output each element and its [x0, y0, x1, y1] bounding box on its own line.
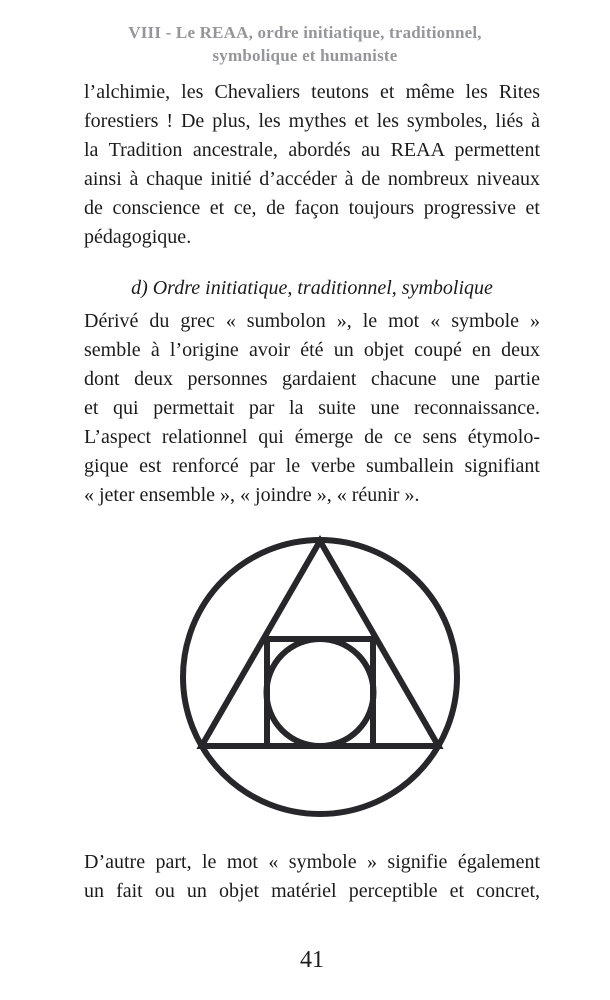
inner-circle — [267, 639, 374, 746]
paragraph-line: gique est renforcé par le verbe sumballein signifiant — [84, 455, 540, 477]
paragraph-1 — [84, 78, 540, 252]
paragraph-line: un fait ou un objet matériel perceptible et concret, — [84, 880, 540, 902]
section-heading: d) Ordre initiatique, traditionnel, symbolique — [131, 277, 493, 299]
paragraph-line: semble à l’origine avoir été un objet coupé en deux — [84, 339, 540, 361]
outer-circle — [183, 540, 457, 814]
paragraph-line: Dérivé du grec « sumbolon », le mot « symbole » — [84, 310, 540, 332]
triangle — [202, 541, 439, 746]
paragraph-line: de conscience et ce, de façon toujours progressive et — [84, 197, 540, 219]
paragraph-line: l’alchimie, les Chevaliers teutons et même les Rites — [84, 81, 540, 103]
squared-circle-alchemical-symbol-icon — [170, 527, 470, 827]
paragraph-line: ainsi à chaque initié d’accéder à de nombreux niveaux — [84, 168, 540, 190]
paragraph-line: L’aspect relationnel qui émerge de ce sens étymolo- — [84, 426, 540, 448]
paragraph-line: pédagogique. — [84, 226, 192, 248]
paragraph-line: et qui permettait par la suite une reconnaissance. — [84, 397, 540, 419]
chapter-header-line: VIII - Le REAA, ordre initiatique, traditionnel, — [128, 23, 482, 42]
paragraph-line: D’autre part, le mot « symbole » signifie également — [84, 851, 540, 873]
alchemical-symbol-figure — [84, 527, 540, 827]
page-number: 41 — [300, 947, 324, 973]
paragraph-line: la Tradition ancestrale, abordés au REAA permettent — [84, 139, 540, 161]
paragraph-line: forestiers ! De plus, les mythes et les symboles, liés à — [84, 110, 540, 132]
paragraph-3 — [84, 848, 540, 906]
chapter-header-line: symbolique et humaniste — [212, 46, 398, 65]
paragraph-line: « jeter ensemble », « joindre », « réunir ». — [84, 484, 420, 506]
chapter-header — [0, 21, 610, 67]
page-body — [84, 78, 540, 906]
paragraph-line: dont deux personnes gardaient chacune une partie — [84, 368, 540, 390]
paragraph-2 — [84, 307, 540, 510]
